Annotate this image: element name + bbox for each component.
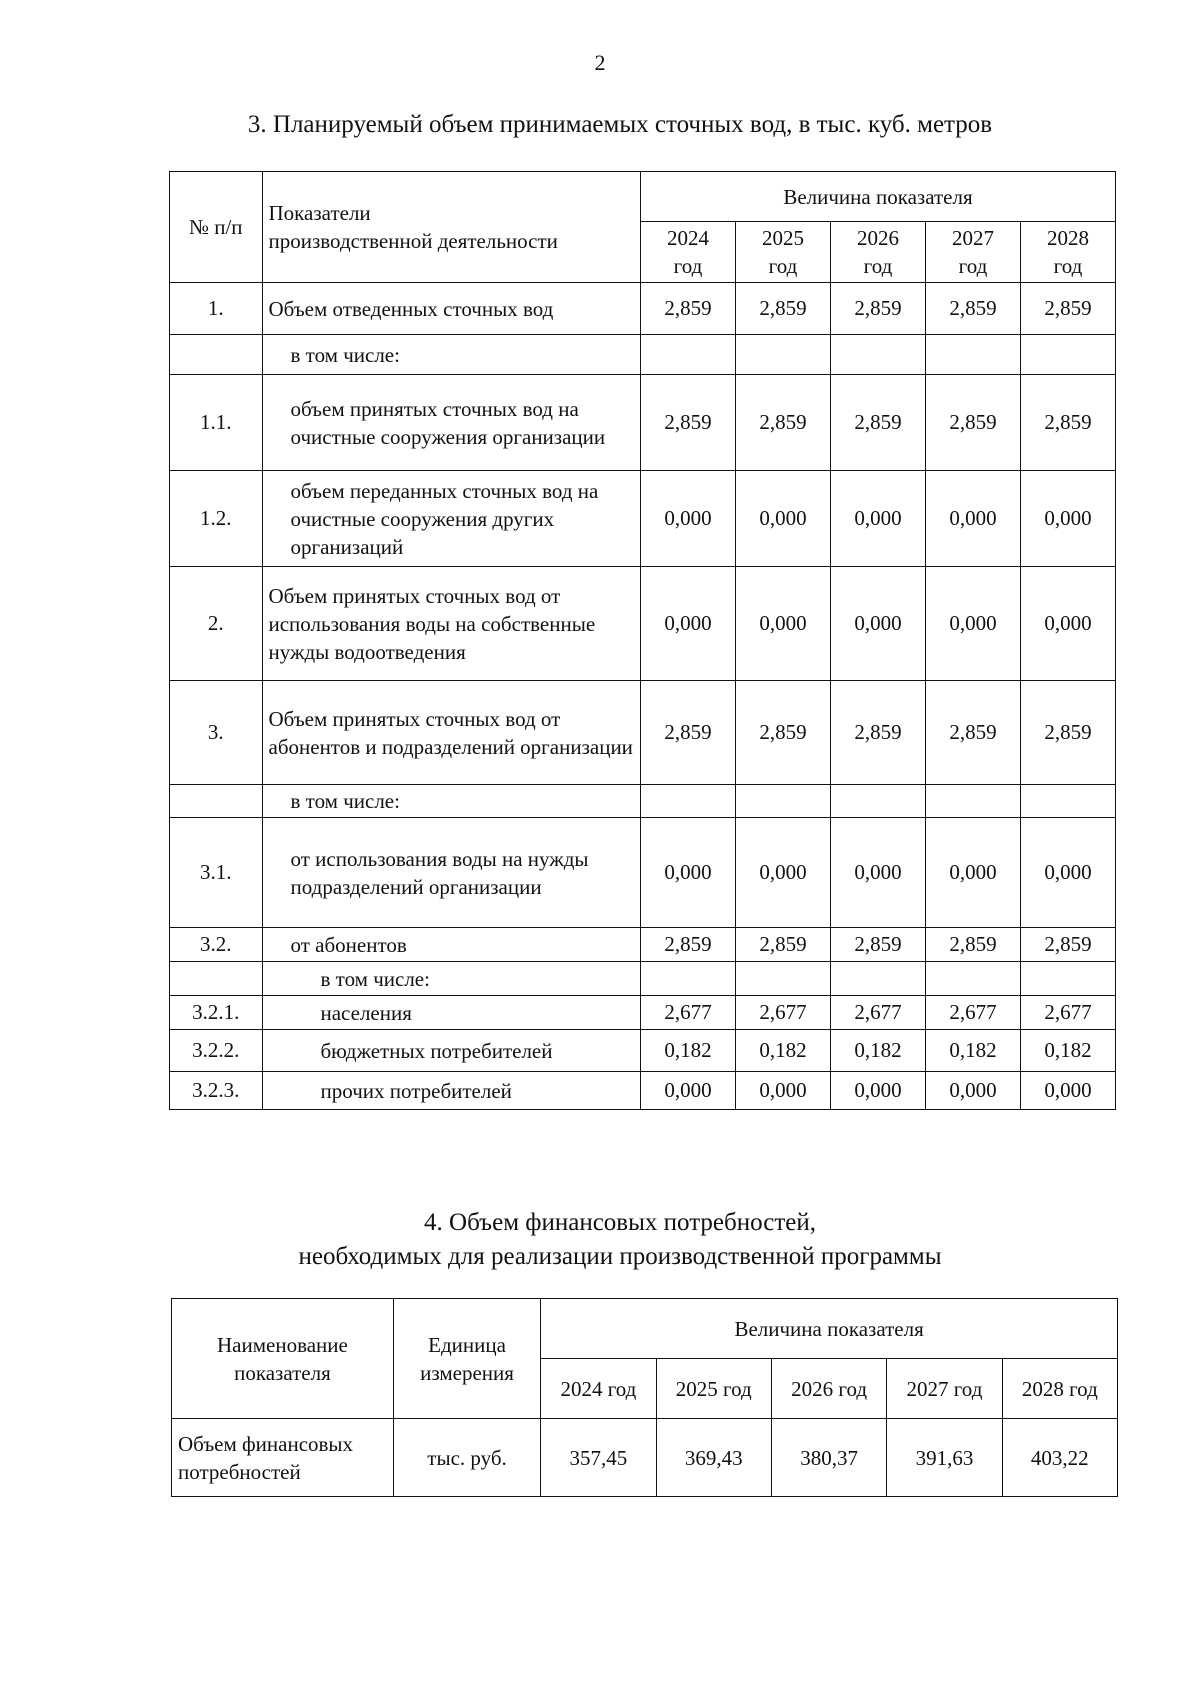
table-row <box>170 471 1116 567</box>
row-number: 3.2.2. <box>170 1030 263 1072</box>
value-cell: 0,000 <box>1020 1072 1115 1110</box>
value-cell: 2,859 <box>925 681 1020 785</box>
value-cell: 2,859 <box>640 283 735 335</box>
value-cell: 391,63 <box>887 1419 1002 1497</box>
year-label: 2026 <box>856 226 899 250</box>
header-indicator-name: Наименование показателя <box>172 1299 394 1419</box>
header-year: 2025 год <box>656 1359 771 1419</box>
value-cell <box>735 785 830 818</box>
value-cell: 0,000 <box>735 567 830 681</box>
value-cell: 0,000 <box>925 818 1020 928</box>
value-cell: 2,859 <box>640 928 735 962</box>
header-value-group: Величина показателя <box>541 1299 1118 1359</box>
header-indicators <box>262 172 640 283</box>
value-cell: 2,859 <box>735 375 830 471</box>
table-row <box>170 1072 1116 1110</box>
value-cell <box>735 962 830 996</box>
value-cell: 2,859 <box>735 681 830 785</box>
year-label: 2025 <box>761 226 804 250</box>
value-cell: 2,859 <box>1020 928 1115 962</box>
row-number: 3.2.1. <box>170 996 263 1030</box>
value-cell: 0,000 <box>1020 567 1115 681</box>
row-indicator: объем принятых сточных вод на очистные сооружения организации <box>262 375 640 471</box>
value-cell: 2,677 <box>640 996 735 1030</box>
page-number: 2 <box>594 50 606 75</box>
value-cell: 0,000 <box>640 818 735 928</box>
value-cell: 2,677 <box>1020 996 1115 1030</box>
value-cell <box>735 335 830 375</box>
year-label: 2027 <box>951 226 994 250</box>
value-cell: 0,182 <box>830 1030 925 1072</box>
row-indicator: бюджетных потребителей <box>262 1030 640 1072</box>
value-cell: 0,000 <box>925 567 1020 681</box>
year-unit: год <box>863 254 893 278</box>
value-cell <box>640 335 735 375</box>
header-year <box>640 222 735 283</box>
value-cell: 0,000 <box>640 471 735 567</box>
table-row <box>170 928 1116 962</box>
row-indicator: Объем принятых сточных вод от абонентов и подразделений организации <box>262 681 640 785</box>
year-unit: год <box>673 254 703 278</box>
value-cell: 380,37 <box>771 1419 886 1497</box>
value-cell: 2,859 <box>830 375 925 471</box>
value-cell: 2,677 <box>735 996 830 1030</box>
header-value-group: Величина показателя <box>640 172 1115 222</box>
financial-needs-table-body <box>172 1419 1118 1497</box>
value-cell <box>830 785 925 818</box>
table-row <box>170 1030 1116 1072</box>
section-4-title-line1: 4. Объем финансовых потребностей, <box>424 1209 816 1236</box>
section-4-title <box>0 1206 1200 1274</box>
value-cell: 2,859 <box>925 928 1020 962</box>
section-3-title: 3. Планируемый объем принимаемых сточных вод, в тыс. куб. метров <box>247 111 993 138</box>
wastewater-volume-table <box>169 171 1116 1110</box>
table-row <box>172 1419 1118 1497</box>
value-cell: 0,182 <box>640 1030 735 1072</box>
row-indicator: объем переданных сточных вод на очистные сооружения других организаций <box>262 471 640 567</box>
value-cell: 0,000 <box>735 1072 830 1110</box>
header-year <box>925 222 1020 283</box>
value-cell <box>925 962 1020 996</box>
table-row <box>170 335 1116 375</box>
value-cell: 0,000 <box>925 1072 1020 1110</box>
header-year <box>830 222 925 283</box>
value-cell: 2,859 <box>1020 681 1115 785</box>
row-indicator: в том числе: <box>262 785 640 818</box>
row-number <box>170 785 263 818</box>
value-cell: 0,000 <box>735 471 830 567</box>
header-indicators-line1: Показатели <box>268 201 371 225</box>
value-cell: 2,859 <box>830 681 925 785</box>
wastewater-volume-table-body <box>170 283 1116 1110</box>
value-cell <box>830 962 925 996</box>
value-cell: 0,182 <box>925 1030 1020 1072</box>
row-number: 1.1. <box>170 375 263 471</box>
row-number <box>170 962 263 996</box>
row-indicator: от абонентов <box>262 928 640 962</box>
header-year: 2024 год <box>541 1359 656 1419</box>
row-number: 3.2. <box>170 928 263 962</box>
table-row <box>170 962 1116 996</box>
value-cell: 0,000 <box>925 471 1020 567</box>
value-cell <box>640 962 735 996</box>
value-cell: 2,677 <box>830 996 925 1030</box>
value-cell: 2,859 <box>735 283 830 335</box>
value-cell <box>1020 335 1115 375</box>
value-cell: 403,22 <box>1002 1419 1117 1497</box>
row-indicator: в том числе: <box>262 335 640 375</box>
row-number: 2. <box>170 567 263 681</box>
year-unit: год <box>958 254 988 278</box>
year-label: 2028 <box>1046 226 1089 250</box>
row-number: 3.1. <box>170 818 263 928</box>
row-number: 1. <box>170 283 263 335</box>
table-row <box>170 996 1116 1030</box>
value-cell: 0,000 <box>830 471 925 567</box>
value-cell: 2,859 <box>640 681 735 785</box>
header-year: 2027 год <box>887 1359 1002 1419</box>
value-cell: 0,000 <box>640 567 735 681</box>
row-indicator: населения <box>262 996 640 1030</box>
row-number <box>170 335 263 375</box>
value-cell: 2,859 <box>1020 283 1115 335</box>
value-cell: 0,000 <box>735 818 830 928</box>
header-indicators-line2: производственной деятельности <box>268 229 558 253</box>
value-cell: 0,000 <box>1020 818 1115 928</box>
header-year <box>735 222 830 283</box>
header-year: 2028 год <box>1002 1359 1117 1419</box>
value-cell: 2,859 <box>830 283 925 335</box>
table-row <box>170 567 1116 681</box>
table-row <box>170 818 1116 928</box>
value-cell: 2,859 <box>1020 375 1115 471</box>
value-cell: 2,859 <box>640 375 735 471</box>
value-cell: 369,43 <box>656 1419 771 1497</box>
table-row <box>170 283 1116 335</box>
year-label: 2024 <box>666 226 709 250</box>
value-cell <box>640 785 735 818</box>
value-cell: 2,859 <box>925 375 1020 471</box>
value-cell: 0,000 <box>830 567 925 681</box>
value-cell <box>830 335 925 375</box>
value-cell: 0,182 <box>1020 1030 1115 1072</box>
row-indicator: Объем отведенных сточных вод <box>262 283 640 335</box>
year-unit: год <box>1053 254 1083 278</box>
table-row <box>170 681 1116 785</box>
row-indicator: в том числе: <box>262 962 640 996</box>
value-cell: 357,45 <box>541 1419 656 1497</box>
value-cell: 0,000 <box>830 818 925 928</box>
header-year <box>1020 222 1115 283</box>
value-cell <box>1020 962 1115 996</box>
value-cell: 2,859 <box>735 928 830 962</box>
row-unit: тыс. руб. <box>393 1419 540 1497</box>
header-year: 2026 год <box>771 1359 886 1419</box>
row-number: 3. <box>170 681 263 785</box>
financial-needs-table <box>171 1298 1118 1497</box>
table-row <box>170 375 1116 471</box>
header-unit: Единица измерения <box>393 1299 540 1419</box>
value-cell: 2,859 <box>830 928 925 962</box>
year-unit: год <box>768 254 798 278</box>
value-cell <box>925 335 1020 375</box>
value-cell: 0,000 <box>640 1072 735 1110</box>
value-cell: 2,677 <box>925 996 1020 1030</box>
value-cell <box>925 785 1020 818</box>
row-indicator: Объем принятых сточных вод от использования воды на собственные нужды водоотведения <box>262 567 640 681</box>
row-indicator: от использования воды на нужды подразделений организации <box>262 818 640 928</box>
table-row <box>170 785 1116 818</box>
value-cell: 2,859 <box>925 283 1020 335</box>
value-cell: 0,000 <box>1020 471 1115 567</box>
value-cell: 0,182 <box>735 1030 830 1072</box>
row-indicator: Объем финансовых потребностей <box>172 1419 394 1497</box>
row-number: 1.2. <box>170 471 263 567</box>
value-cell: 0,000 <box>830 1072 925 1110</box>
header-num: № п/п <box>170 172 263 283</box>
row-number: 3.2.3. <box>170 1072 263 1110</box>
section-4-title-line2: необходимых для реализации производственной программы <box>298 1243 942 1270</box>
value-cell <box>1020 785 1115 818</box>
row-indicator: прочих потребителей <box>262 1072 640 1110</box>
